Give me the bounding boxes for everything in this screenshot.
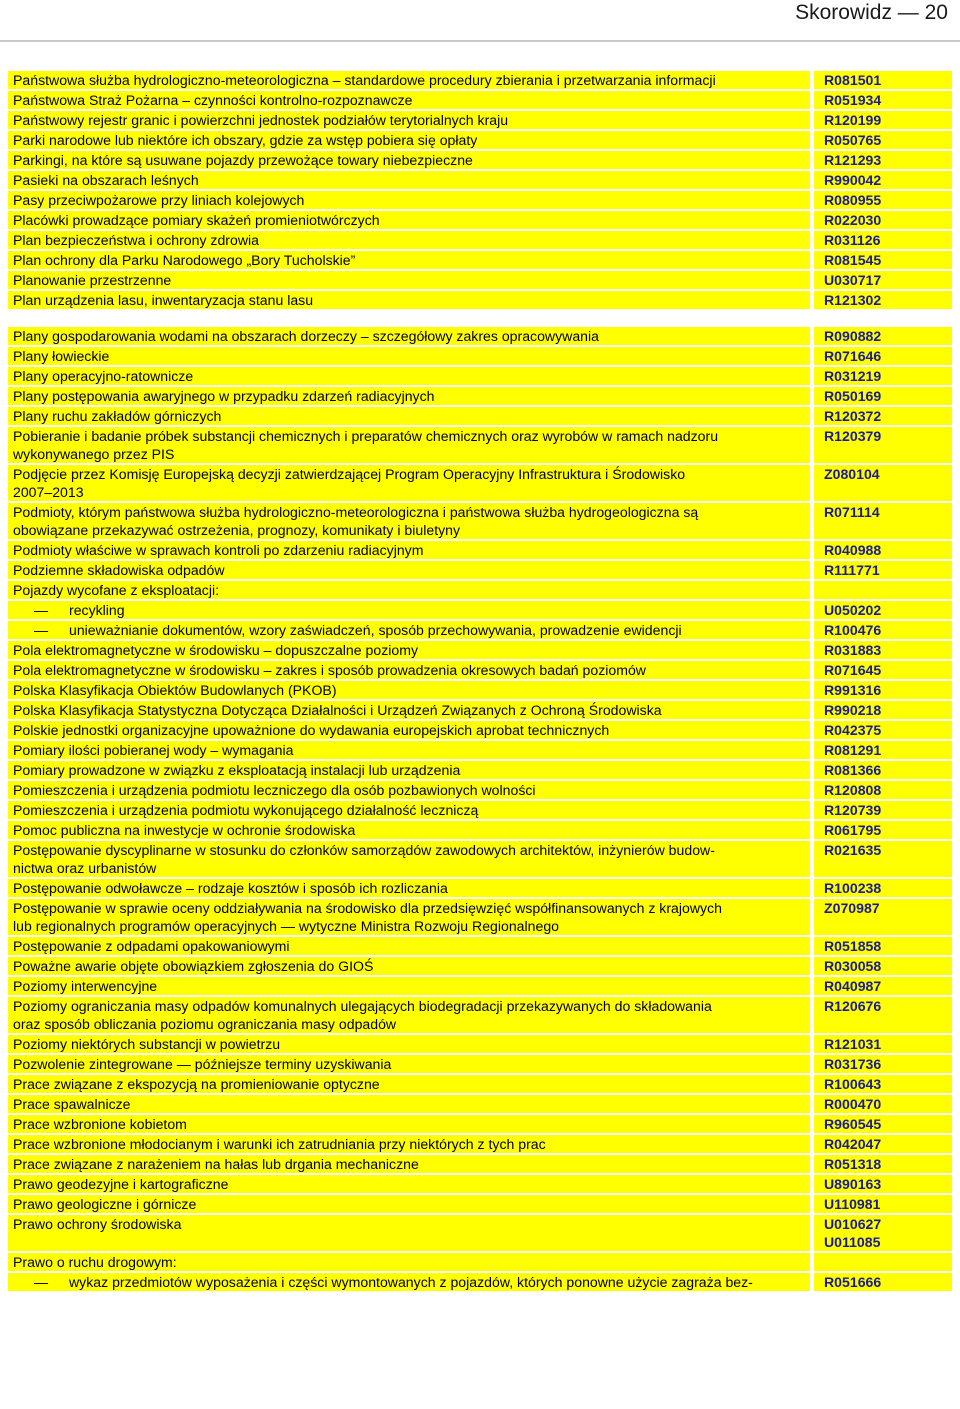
entry-term-text: unieważnianie dokumentów, wzory zaświadczeń, sposób przechowywania, prowadzenie ewidencji [69, 622, 682, 638]
entry-term [8, 741, 810, 759]
entry-code [810, 1273, 952, 1291]
entry-term-text: Polskie jednostki organizacyjne upoważnione do wydawania europejskich aprobat technicznych [13, 722, 610, 738]
entry-term-text: Poziomy interwencyjne [13, 978, 158, 994]
entry-term [8, 937, 810, 955]
entry-code-text: R990042 [824, 172, 882, 188]
index-entry [8, 601, 952, 619]
entry-code-text: R080955 [824, 192, 882, 208]
entry-code-text: R111771 [824, 562, 880, 578]
entry-term [8, 1273, 810, 1291]
entry-term-text: Prace związane z ekspozycją na promieniowanie optyczne [13, 1076, 380, 1092]
entry-term-text: Pola elektromagnetyczne w środowisku – zakres i sposób prowadzenia okresowych badań poziomów [13, 662, 646, 678]
index-entry [8, 801, 952, 819]
entry-term-text: Prace wzbronione kobietom [13, 1116, 187, 1132]
entry-term [8, 151, 810, 169]
entry-term-text: Plany gospodarowania wodami na obszarach dorzeczy – szczegółowy zakres opracowywania [13, 328, 599, 344]
entry-term [8, 661, 810, 679]
entry-code-text: R021635 [824, 842, 882, 858]
entry-term-text: Postępowanie dyscyplinarne w stosunku do członków samorządów zawodowych architektów, inżynierów budow- [13, 842, 715, 858]
entry-term-continued: 2007–2013 [13, 484, 84, 500]
index-entry [8, 1035, 952, 1053]
entry-term-text: Podmioty, którym państwowa służba hydrologiczno-meteorologiczna i państwowa służba hydrogeologiczna są [13, 504, 699, 520]
entry-term-text: Pomieszczenia i urządzenia podmiotu wykonującego działalność leczniczą [13, 802, 479, 818]
entry-term [8, 561, 810, 579]
entry-code [810, 761, 952, 779]
entry-term [8, 1035, 810, 1053]
entry-code [810, 1095, 952, 1113]
entry-code [810, 191, 952, 209]
entry-term-text: Pojazdy wycofane z eksploatacji: [13, 582, 220, 598]
entry-code-text: U030717 [824, 272, 882, 288]
entry-code-text: R031883 [824, 642, 882, 658]
entry-code-text: R100643 [824, 1076, 882, 1092]
entry-code-secondary: U011085 [824, 1234, 881, 1250]
index-entry [8, 1215, 952, 1251]
entry-code [810, 171, 952, 189]
entry-term-continued: nictwa oraz urbanistów [13, 860, 157, 876]
entry-code [810, 407, 952, 425]
entry-term-text: Placówki prowadzące pomiary skażeń promieniotwórczych [13, 212, 380, 228]
entry-code [810, 541, 952, 559]
entry-code [810, 997, 952, 1033]
entry-code [810, 1115, 952, 1133]
entry-term-continued: wykonywanego przez PIS [13, 446, 175, 462]
entry-term-text: Poziomy niektórych substancji w powietrzu [13, 1036, 281, 1052]
entry-term [8, 821, 810, 839]
entry-term-text: Prawo ochrony środowiska [13, 1216, 182, 1232]
entry-term [8, 581, 810, 599]
entry-term-continued: lub regionalnych programów operacyjnych — wytyczne Ministra Rozwoju Regionalnego [13, 918, 560, 934]
entry-term [8, 957, 810, 975]
entry-code-text: R050765 [824, 132, 882, 148]
index-entry [8, 327, 952, 345]
index-entry [8, 231, 952, 249]
entry-code [810, 251, 952, 269]
index-entry [8, 541, 952, 559]
entry-term [8, 1195, 810, 1213]
index-entry [8, 899, 952, 935]
entry-term-text: recykling [69, 602, 125, 618]
index-entry [8, 271, 952, 289]
entry-term-text: Polska Klasyfikacja Obiektów Budowlanych (PKOB) [13, 682, 337, 698]
entry-code [810, 977, 952, 995]
entry-code-text: R120676 [824, 998, 882, 1014]
index-entry [8, 1055, 952, 1073]
entry-code-text: R071114 [824, 504, 880, 520]
entry-term-text: Prawo geologiczne i górnicze [13, 1196, 197, 1212]
entry-code-text: R042375 [824, 722, 882, 738]
index-entry [8, 251, 952, 269]
entry-term [8, 1095, 810, 1113]
entry-term [8, 899, 810, 935]
entry-term [8, 1075, 810, 1093]
entry-term-text: Pomiary prowadzone w związku z eksploatacją instalacji lub urządzenia [13, 762, 461, 778]
entry-term-text: Pomiary ilości pobieranej wody – wymagania [13, 742, 294, 758]
entry-term [8, 191, 810, 209]
index-entry [8, 1195, 952, 1213]
entry-code-text: R061795 [824, 822, 882, 838]
entry-code-text: R090882 [824, 328, 882, 344]
entry-term [8, 721, 810, 739]
entry-term-text: Parki narodowe lub niektóre ich obszary, gdzie za wstęp pobiera się opłaty [13, 132, 478, 148]
entry-term [8, 681, 810, 699]
index-entry [8, 465, 952, 501]
entry-term [8, 801, 810, 819]
entry-term [8, 701, 810, 719]
entry-term-text: Prawo geodezyjne i kartograficzne [13, 1176, 229, 1192]
entry-code-text: R121031 [824, 1036, 882, 1052]
entry-code-text: R031219 [824, 368, 882, 384]
entry-code-text: R051858 [824, 938, 882, 954]
entry-term-text: Plany łowieckie [13, 348, 110, 364]
entry-code-text: R040987 [824, 978, 882, 994]
entry-code-text: R081291 [824, 742, 882, 758]
entry-term [8, 541, 810, 559]
entry-code-text: R121302 [824, 292, 882, 308]
index-entry [8, 1155, 952, 1173]
entry-term-text: Państwowy rejestr granic i powierzchni jednostek podziałów terytorialnych kraju [13, 112, 509, 128]
entry-term [8, 211, 810, 229]
entry-code-text: R022030 [824, 212, 882, 228]
entry-code [810, 211, 952, 229]
entry-term-text: Państwowa Straż Pożarna – czynności kontrolno-rozpoznawcze [13, 92, 413, 108]
entry-code [810, 271, 952, 289]
entry-term [8, 977, 810, 995]
entry-code [810, 387, 952, 405]
entry-term [8, 1055, 810, 1073]
entry-code [810, 1055, 952, 1073]
entry-code-text: R120739 [824, 802, 882, 818]
index-entry [8, 701, 952, 719]
entry-code [810, 1035, 952, 1053]
entry-term-text: Pola elektromagnetyczne w środowisku – dopuszczalne poziomy [13, 642, 419, 658]
entry-dash: — [33, 1274, 49, 1290]
index-entry [8, 347, 952, 365]
entry-code [810, 1215, 952, 1251]
entry-term-text: Pomieszczenia i urządzenia podmiotu leczniczego dla osób pozbawionych wolności [13, 782, 536, 798]
entry-code [810, 879, 952, 897]
entry-term [8, 327, 810, 345]
entry-code-text: R100476 [824, 622, 882, 638]
entry-term-text: Pasy przeciwpożarowe przy liniach kolejowych [13, 192, 305, 208]
entry-code [810, 1155, 952, 1173]
entry-term-text: Pasieki na obszarach leśnych [13, 172, 199, 188]
entry-term-text: Prace spawalnicze [13, 1096, 131, 1112]
entry-code-text: R051318 [824, 1156, 882, 1172]
entry-code [810, 741, 952, 759]
entry-code-text: R081545 [824, 252, 882, 268]
page-header [0, 0, 960, 40]
entry-code [810, 1075, 952, 1093]
entry-term [8, 465, 810, 501]
entry-code-text: R120808 [824, 782, 882, 798]
entry-term [8, 841, 810, 877]
entry-code [810, 801, 952, 819]
entry-code-text: Z080104 [824, 466, 880, 482]
entry-code-text: R051934 [824, 92, 882, 108]
index-entry [8, 821, 952, 839]
entry-term-text: Planowanie przestrzenne [13, 272, 172, 288]
entry-code-text: R040988 [824, 542, 882, 558]
entry-code-text: R120372 [824, 408, 882, 424]
index-entry [8, 1075, 952, 1093]
entry-term [8, 407, 810, 425]
index-entry [8, 781, 952, 799]
entry-code [810, 701, 952, 719]
index-entry [8, 71, 952, 89]
entry-term-text: Poważne awarie objęte obowiązkiem zgłoszenia do GIOŚ [13, 958, 374, 974]
entry-term [8, 1155, 810, 1173]
entry-term [8, 131, 810, 149]
index-entry [8, 111, 952, 129]
index-entry [8, 581, 952, 599]
entry-code [810, 347, 952, 365]
index-entry [8, 1175, 952, 1193]
entry-code [810, 367, 952, 385]
index-entry [8, 997, 952, 1033]
index-entry [8, 641, 952, 659]
entry-code-text: Z070987 [824, 900, 880, 916]
entry-code [810, 111, 952, 129]
entry-code-text: R081366 [824, 762, 882, 778]
entry-code [810, 1253, 952, 1271]
index-entry [8, 681, 952, 699]
entry-code [810, 821, 952, 839]
entry-code [810, 681, 952, 699]
entry-code [810, 291, 952, 309]
index-entry [8, 171, 952, 189]
entry-code-text: R100238 [824, 880, 882, 896]
index-entry [8, 1253, 952, 1271]
entry-code-text: R030058 [824, 958, 882, 974]
index-entry [8, 841, 952, 877]
entry-term-text: Postępowanie w sprawie oceny oddziaływania na środowisko dla przedsięwzięć współfinansowanych z krajowych [13, 900, 722, 916]
entry-term-text: Prace związane z narażeniem na hałas lub drgania mechaniczne [13, 1156, 419, 1172]
entry-code-text: R051666 [824, 1274, 882, 1290]
entry-code-text: U890163 [824, 1176, 882, 1192]
index-entry [8, 367, 952, 385]
entry-term-text: Polska Klasyfikacja Statystyczna Dotycząca Działalności i Urządzeń Związanych z Ochroną Środowiska [13, 702, 662, 718]
entry-term [8, 347, 810, 365]
index-entry [8, 561, 952, 579]
entry-term-text: Pomoc publiczna na inwestycje w ochronie środowiska [13, 822, 356, 838]
index-entry [8, 387, 952, 405]
entry-term [8, 1215, 810, 1251]
index-body [8, 71, 952, 1291]
entry-term-text: Plany ruchu zakładów górniczych [13, 408, 222, 424]
entry-term [8, 761, 810, 779]
entry-code-text: R042047 [824, 1136, 882, 1152]
entry-code [810, 721, 952, 739]
entry-code [810, 561, 952, 579]
entry-term-text: Prace wzbronione młodocianym i warunki ich zatrudniania przy niektórych z tych prac [13, 1136, 546, 1152]
index-entry [8, 761, 952, 779]
entry-code [810, 661, 952, 679]
page-title: Skorowidz — 20 [795, 1, 948, 24]
entry-code-text: R990218 [824, 702, 882, 718]
entry-code-text: R031126 [824, 232, 881, 248]
entry-code [810, 937, 952, 955]
index-entry [8, 977, 952, 995]
index-entry [8, 1095, 952, 1113]
entry-term-text: Prawo o ruchu drogowym: [13, 1254, 177, 1270]
index-entry [8, 91, 952, 109]
entry-code [810, 327, 952, 345]
index-table [8, 69, 952, 1293]
entry-code [810, 151, 952, 169]
index-entry [8, 741, 952, 759]
entry-term-text: wykaz przedmiotów wyposażenia i części wymontowanych z pojazdów, których ponowne użycie zagraża bez- [69, 1274, 753, 1290]
entry-code [810, 1195, 952, 1213]
entry-term [8, 1253, 810, 1271]
entry-term [8, 171, 810, 189]
index-entry [8, 191, 952, 209]
entry-term [8, 879, 810, 897]
index-entry [8, 131, 952, 149]
index-entry [8, 1135, 952, 1153]
index-entry [8, 211, 952, 229]
index-entry [8, 721, 952, 739]
entry-code [810, 899, 952, 935]
entry-code-text: R081501 [824, 72, 882, 88]
index-entry [8, 879, 952, 897]
index-entry [8, 937, 952, 955]
entry-term [8, 71, 810, 89]
entry-term-text: Plany postępowania awaryjnego w przypadku zdarzeń radiacyjnych [13, 388, 435, 404]
index-entry [8, 427, 952, 463]
index-entry [8, 503, 952, 539]
entry-term [8, 91, 810, 109]
entry-term [8, 641, 810, 659]
entry-code [810, 601, 952, 619]
entry-term [8, 111, 810, 129]
entry-term-text: Plany operacyjno-ratownicze [13, 368, 194, 384]
entry-term [8, 271, 810, 289]
entry-code-text: R121293 [824, 152, 882, 168]
entry-term [8, 621, 810, 639]
entry-code-text: U050202 [824, 602, 882, 618]
entry-term [8, 1115, 810, 1133]
entry-term-continued: obowiązane przekazywać ostrzeżenia, prognozy, komunikaty i biuletyny [13, 522, 461, 538]
entry-code-text: U010627 [824, 1216, 882, 1232]
entry-code [810, 781, 952, 799]
entry-term-text: Pobieranie i badanie próbek substancji chemicznych i preparatów chemicznych oraz wyrobów w ramach nadzoru [13, 428, 719, 444]
entry-term [8, 601, 810, 619]
index-entry [8, 1273, 952, 1291]
header-divider [0, 40, 960, 42]
entry-code [810, 131, 952, 149]
entry-term-text: Pozwolenie zintegrowane — późniejsze terminy uzyskiwania [13, 1056, 392, 1072]
entry-code-text: R071646 [824, 348, 882, 364]
entry-code [810, 1175, 952, 1193]
entry-dash: — [33, 602, 49, 618]
section-gap [8, 311, 952, 325]
entry-code [810, 503, 952, 539]
entry-term [8, 251, 810, 269]
entry-code [810, 427, 952, 463]
entry-term-text: Podziemne składowiska odpadów [13, 562, 225, 578]
index-entry [8, 661, 952, 679]
entry-code-text: R991316 [824, 682, 882, 698]
entry-term-text: Postępowanie z odpadami opakowaniowymi [13, 938, 290, 954]
entry-term [8, 503, 810, 539]
entry-code [810, 581, 952, 599]
entry-code-text: R000470 [824, 1096, 882, 1112]
entry-code-text: R071645 [824, 662, 882, 678]
entry-term [8, 997, 810, 1033]
entry-term [8, 291, 810, 309]
entry-code [810, 957, 952, 975]
entry-term-text: Podmioty właściwe w sprawach kontroli po zdarzeniu radiacyjnym [13, 542, 424, 558]
entry-code [810, 91, 952, 109]
entry-term-text: Poziomy ograniczania masy odpadów komunalnych ulegających biodegradacji przekazywanych do składowania [13, 998, 712, 1014]
entry-code [810, 641, 952, 659]
entry-term-text: Państwowa służba hydrologiczno-meteorologiczna – standardowe procedury zbierania i przetwarzania informacji [13, 72, 716, 88]
entry-code [810, 1135, 952, 1153]
entry-term-text: Plan bezpieczeństwa i ochrony zdrowia [13, 232, 259, 248]
entry-code [810, 71, 952, 89]
entry-term [8, 781, 810, 799]
index-entry [8, 151, 952, 169]
entry-term-text: Parkingi, na które są usuwane pojazdy przewożące towary niebezpieczne [13, 152, 473, 168]
entry-term [8, 1175, 810, 1193]
entry-code-text: R120199 [824, 112, 882, 128]
index-entry [8, 1115, 952, 1133]
entry-code [810, 465, 952, 501]
index-entry [8, 291, 952, 309]
entry-code-text: R120379 [824, 428, 882, 444]
entry-term-text: Plan urządzenia lasu, inwentaryzacja stanu lasu [13, 292, 314, 308]
entry-code [810, 841, 952, 877]
entry-term [8, 387, 810, 405]
entry-term [8, 1135, 810, 1153]
index-entry [8, 407, 952, 425]
entry-term [8, 367, 810, 385]
entry-code-text: R960545 [824, 1116, 882, 1132]
entry-code-text: U110981 [824, 1196, 881, 1212]
entry-term-text: Podjęcie przez Komisję Europejską decyzji zatwierdzającej Program Operacyjny Infrastruktura i Środowisko [13, 466, 686, 482]
entry-code-text: R050169 [824, 388, 882, 404]
entry-code-text: R031736 [824, 1056, 882, 1072]
entry-term-continued: oraz sposób obliczania poziomu ograniczania masy odpadów [13, 1016, 397, 1032]
entry-term-text: Plan ochrony dla Parku Narodowego „Bory Tucholskie” [13, 252, 356, 268]
entry-term [8, 427, 810, 463]
entry-code [810, 231, 952, 249]
entry-term [8, 231, 810, 249]
index-entry [8, 621, 952, 639]
entry-dash: — [33, 622, 49, 638]
entry-code [810, 621, 952, 639]
index-entry [8, 957, 952, 975]
entry-term-text: Postępowanie odwoławcze – rodzaje kosztów i sposób ich rozliczania [13, 880, 448, 896]
